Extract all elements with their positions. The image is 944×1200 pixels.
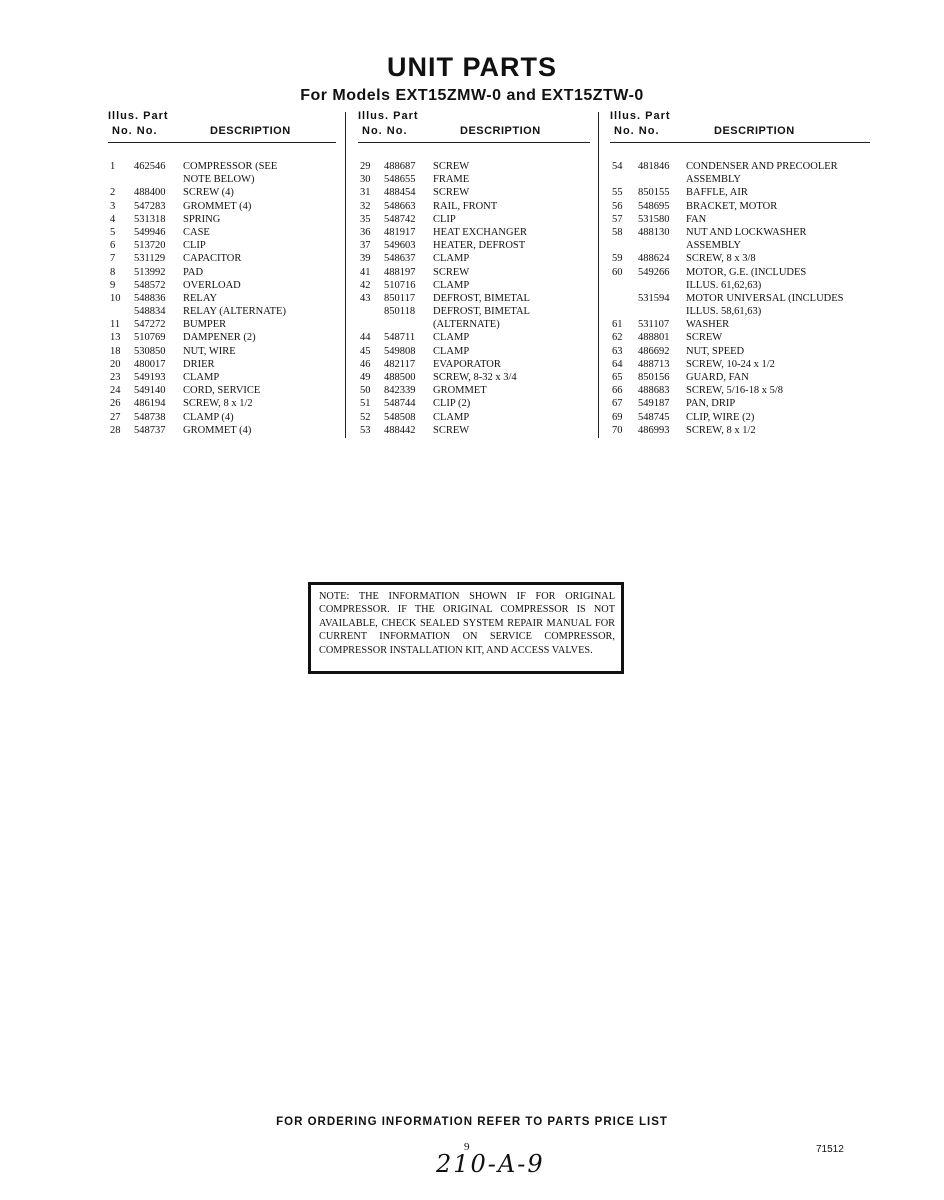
header-no-no: No. No. bbox=[614, 125, 660, 137]
part-description: CAPACITOR bbox=[183, 253, 242, 265]
part-number: 549266 bbox=[638, 266, 670, 278]
part-description: GROMMET (4) bbox=[183, 424, 252, 436]
part-description: PAD bbox=[183, 266, 204, 278]
table-row bbox=[108, 226, 336, 239]
part-number: 482117 bbox=[384, 358, 416, 370]
table-row bbox=[610, 345, 870, 358]
part-number: 548738 bbox=[134, 411, 166, 423]
illus-number: 67 bbox=[612, 398, 623, 410]
table-row bbox=[108, 397, 336, 410]
table-row bbox=[108, 252, 336, 265]
table-row bbox=[610, 200, 870, 213]
table-row bbox=[108, 358, 336, 371]
illus-number: 53 bbox=[360, 424, 371, 436]
part-number: 488801 bbox=[638, 332, 670, 344]
part-description: CLIP bbox=[183, 240, 206, 252]
part-number: 548695 bbox=[638, 200, 670, 212]
illus-number: 64 bbox=[612, 358, 623, 370]
part-description: RAIL, FRONT bbox=[433, 200, 498, 212]
part-number: 488454 bbox=[384, 187, 416, 199]
header-underline bbox=[610, 142, 870, 143]
part-description: CLAMP bbox=[433, 345, 470, 357]
table-row bbox=[108, 292, 336, 305]
part-description: SCREW bbox=[433, 187, 470, 199]
page-subtitle: For Models EXT15ZMW-0 and EXT15ZTW-0 bbox=[300, 87, 644, 104]
table-row bbox=[358, 213, 590, 226]
illus-number: 57 bbox=[612, 213, 623, 225]
table-row bbox=[610, 213, 870, 226]
table-row bbox=[358, 371, 590, 384]
part-number: 549808 bbox=[384, 345, 416, 357]
table-row bbox=[610, 226, 870, 239]
part-description: ILLUS. 61,62,63) bbox=[686, 279, 762, 291]
illus-number: 10 bbox=[110, 292, 121, 304]
table-row bbox=[358, 200, 590, 213]
header-description: DESCRIPTION bbox=[460, 125, 541, 137]
part-description: DAMPENER (2) bbox=[183, 332, 256, 344]
part-description: GROMMET (4) bbox=[183, 200, 252, 212]
column-divider bbox=[598, 112, 599, 438]
header-no-no: No. No. bbox=[112, 125, 158, 137]
table-row bbox=[610, 173, 870, 186]
part-description: RELAY (ALTERNATE) bbox=[183, 306, 286, 318]
table-row bbox=[108, 173, 336, 186]
table-row bbox=[358, 318, 590, 331]
illus-number: 52 bbox=[360, 411, 371, 423]
part-number: 547272 bbox=[134, 319, 166, 331]
part-number: 531318 bbox=[134, 213, 166, 225]
part-number: 488130 bbox=[638, 226, 670, 238]
table-row bbox=[610, 239, 870, 252]
part-description: DEFROST, BIMETAL bbox=[433, 292, 530, 304]
column-header bbox=[358, 108, 590, 140]
table-row bbox=[610, 424, 870, 437]
part-number: 548711 bbox=[384, 332, 416, 344]
part-description: CORD, SERVICE bbox=[183, 385, 261, 397]
part-number: 547283 bbox=[134, 200, 166, 212]
parts-rows bbox=[358, 160, 590, 437]
table-row bbox=[610, 331, 870, 344]
part-description: DEFROST, BIMETAL bbox=[433, 306, 530, 318]
illus-number: 18 bbox=[110, 345, 121, 357]
table-row bbox=[610, 371, 870, 384]
table-row bbox=[358, 305, 590, 318]
header-description: DESCRIPTION bbox=[714, 125, 795, 137]
part-number: 488713 bbox=[638, 358, 670, 370]
part-number: 850156 bbox=[638, 372, 670, 383]
illus-number: 20 bbox=[110, 358, 121, 370]
header-no-no: No. No. bbox=[362, 125, 408, 137]
part-description: WASHER bbox=[686, 319, 730, 331]
illus-number: 61 bbox=[612, 319, 623, 331]
illus-number: 1 bbox=[110, 161, 116, 172]
illus-number: 36 bbox=[360, 226, 371, 238]
part-description: MOTOR, G.E. (INCLUDES bbox=[686, 266, 807, 278]
table-row bbox=[108, 345, 336, 358]
illus-number: 24 bbox=[110, 385, 121, 397]
part-number: 548572 bbox=[134, 279, 166, 291]
part-number: 488687 bbox=[384, 161, 416, 172]
table-row bbox=[358, 345, 590, 358]
part-description: CLIP bbox=[433, 213, 456, 225]
illus-number: 28 bbox=[110, 424, 121, 436]
table-row bbox=[108, 279, 336, 292]
part-description: CLIP (2) bbox=[433, 398, 471, 410]
table-row bbox=[358, 226, 590, 239]
part-description: SCREW (4) bbox=[183, 187, 234, 199]
part-number: 488500 bbox=[384, 372, 416, 383]
part-number: 488400 bbox=[134, 187, 166, 199]
part-number: 510716 bbox=[384, 279, 416, 291]
part-number: 548745 bbox=[638, 411, 670, 423]
illus-number: 70 bbox=[612, 424, 623, 436]
table-row bbox=[610, 266, 870, 279]
illus-number: 58 bbox=[612, 226, 623, 238]
part-description: SCREW, 10-24 x 1/2 bbox=[686, 358, 775, 370]
part-number: 548655 bbox=[384, 174, 416, 186]
part-number: 486194 bbox=[134, 398, 166, 410]
table-row bbox=[358, 160, 590, 173]
table-row bbox=[108, 384, 336, 397]
illus-number: 32 bbox=[360, 200, 371, 212]
illus-number: 41 bbox=[360, 266, 371, 278]
illus-number: 3 bbox=[110, 200, 116, 212]
illus-number: 8 bbox=[110, 266, 116, 278]
part-number: 513992 bbox=[134, 266, 166, 278]
part-description: CLAMP bbox=[183, 372, 220, 383]
table-row bbox=[358, 411, 590, 424]
illus-number: 37 bbox=[360, 240, 371, 252]
page-title: UNIT PARTS bbox=[387, 52, 557, 82]
part-description: SCREW, 8 x 1/2 bbox=[686, 424, 756, 436]
table-row bbox=[610, 305, 870, 318]
parts-column-3 bbox=[610, 108, 870, 436]
illus-number: 62 bbox=[612, 332, 623, 344]
illus-number: 26 bbox=[110, 398, 121, 410]
table-row bbox=[108, 318, 336, 331]
illus-number: 54 bbox=[612, 161, 623, 172]
part-number: 488683 bbox=[638, 385, 670, 397]
part-number: 488624 bbox=[638, 253, 670, 265]
document-number: 71512 bbox=[816, 1144, 844, 1155]
part-description: GROMMET bbox=[433, 385, 487, 397]
header-illus-part: Illus. Part bbox=[358, 110, 419, 122]
part-description: CASE bbox=[183, 226, 210, 238]
illus-number: 29 bbox=[360, 161, 371, 172]
illus-number: 13 bbox=[110, 332, 121, 344]
part-description: CLAMP bbox=[433, 411, 470, 423]
part-number: 488442 bbox=[384, 424, 416, 436]
table-row bbox=[358, 239, 590, 252]
illus-number: 43 bbox=[360, 292, 371, 304]
handwritten-reference: 210-A-9 bbox=[436, 1150, 545, 1178]
table-row bbox=[610, 411, 870, 424]
illus-number: 7 bbox=[110, 253, 116, 265]
part-description: GUARD, FAN bbox=[686, 372, 749, 383]
illus-number: 11 bbox=[110, 319, 121, 331]
illus-number: 46 bbox=[360, 358, 371, 370]
illus-number: 39 bbox=[360, 253, 371, 265]
part-number: 486993 bbox=[638, 424, 670, 436]
header-description: DESCRIPTION bbox=[210, 125, 291, 137]
part-description: NUT, SPEED bbox=[686, 345, 745, 357]
part-description: HEAT EXCHANGER bbox=[433, 226, 528, 238]
part-description: FRAME bbox=[433, 174, 470, 186]
part-description: SCREW, 8-32 x 3/4 bbox=[433, 372, 517, 383]
table-row bbox=[358, 252, 590, 265]
part-number: 549193 bbox=[134, 372, 166, 383]
illus-number: 49 bbox=[360, 372, 371, 383]
part-description: SPRING bbox=[183, 213, 221, 225]
table-row bbox=[108, 331, 336, 344]
part-description: DRIER bbox=[183, 358, 215, 370]
part-number: 548663 bbox=[384, 200, 416, 212]
part-description: BUMPER bbox=[183, 319, 227, 331]
part-description: NUT, WIRE bbox=[183, 345, 236, 357]
header-underline bbox=[358, 142, 590, 143]
table-row bbox=[358, 358, 590, 371]
part-description: (ALTERNATE) bbox=[433, 319, 500, 331]
illus-number: 51 bbox=[360, 398, 371, 410]
illus-number: 59 bbox=[612, 253, 623, 265]
part-description: SCREW, 8 x 1/2 bbox=[183, 398, 253, 410]
column-header bbox=[610, 108, 870, 140]
illus-number: 42 bbox=[360, 279, 371, 291]
table-row bbox=[610, 292, 870, 305]
part-description: CLAMP (4) bbox=[183, 411, 234, 423]
part-number: 850117 bbox=[384, 292, 416, 304]
part-description: SCREW, 8 x 3/8 bbox=[686, 253, 756, 265]
part-description: NUT AND LOCKWASHER bbox=[686, 226, 807, 238]
illus-number: 45 bbox=[360, 345, 371, 357]
illus-number: 44 bbox=[360, 332, 371, 344]
illus-number: 9 bbox=[110, 279, 116, 291]
table-row bbox=[108, 200, 336, 213]
illus-number: 5 bbox=[110, 226, 116, 238]
part-description: COMPRESSOR (SEE bbox=[183, 161, 278, 172]
illus-number: 30 bbox=[360, 174, 371, 186]
header-illus-part: Illus. Part bbox=[108, 110, 169, 122]
part-number: 548737 bbox=[134, 424, 166, 436]
table-row bbox=[358, 186, 590, 199]
part-description: CLAMP bbox=[433, 332, 470, 344]
part-number: 531107 bbox=[638, 319, 670, 331]
table-row bbox=[358, 397, 590, 410]
part-description: SCREW bbox=[433, 161, 470, 172]
table-row bbox=[610, 160, 870, 173]
table-row bbox=[108, 186, 336, 199]
table-row bbox=[610, 318, 870, 331]
illus-number: 6 bbox=[110, 240, 116, 252]
part-number: 481846 bbox=[638, 161, 670, 172]
part-description: ASSEMBLY bbox=[686, 174, 741, 186]
table-row bbox=[358, 384, 590, 397]
part-description: RELAY bbox=[183, 292, 218, 304]
part-number: 548836 bbox=[134, 292, 166, 304]
table-row bbox=[358, 279, 590, 292]
illus-number: 35 bbox=[360, 213, 371, 225]
part-number: 842339 bbox=[384, 385, 416, 397]
illus-number: 65 bbox=[612, 372, 623, 383]
illus-number: 23 bbox=[110, 372, 121, 383]
parts-column-2 bbox=[358, 108, 590, 436]
part-number: 548744 bbox=[384, 398, 416, 410]
part-number: 462546 bbox=[134, 161, 166, 172]
illus-number: 31 bbox=[360, 187, 371, 199]
part-number: 549946 bbox=[134, 226, 166, 238]
table-row bbox=[108, 160, 336, 173]
part-number: 480017 bbox=[134, 358, 166, 370]
part-description: SCREW bbox=[433, 266, 470, 278]
column-divider bbox=[345, 112, 346, 438]
table-row bbox=[610, 252, 870, 265]
table-row bbox=[358, 173, 590, 186]
part-number: 549603 bbox=[384, 240, 416, 252]
table-row bbox=[358, 331, 590, 344]
illus-number: 50 bbox=[360, 385, 371, 397]
table-row bbox=[108, 305, 336, 318]
ordering-information: FOR ORDERING INFORMATION REFER TO PARTS PRICE LIST bbox=[276, 1116, 668, 1128]
table-row bbox=[108, 266, 336, 279]
part-number: 548508 bbox=[384, 411, 416, 423]
header-underline bbox=[108, 142, 336, 143]
part-description: PAN, DRIP bbox=[686, 398, 736, 410]
compressor-note-box: NOTE: THE INFORMATION SHOWN IF FOR ORIGINAL COMPRESSOR. IF THE ORIGINAL COMPRESSOR IS NOT AVAILABLE, CHECK SEALED SYSTEM REPAIR MANUAL FOR CURRENT INFORMATION ON SERVICE COMPRESSOR, COMPRESSOR INSTALLATION KIT, AND ACCESS VALVES. bbox=[308, 582, 624, 674]
illus-number: 66 bbox=[612, 385, 623, 397]
table-row bbox=[610, 186, 870, 199]
table-row bbox=[358, 266, 590, 279]
table-row bbox=[108, 213, 336, 226]
part-number: 530850 bbox=[134, 345, 166, 357]
table-row bbox=[108, 424, 336, 437]
illus-number: 60 bbox=[612, 266, 623, 278]
table-row bbox=[358, 292, 590, 305]
part-number: 549187 bbox=[638, 398, 670, 410]
part-description: BRACKET, MOTOR bbox=[686, 200, 778, 212]
page-number: 9 bbox=[464, 1141, 470, 1153]
part-number: 510769 bbox=[134, 332, 166, 344]
part-number: 548637 bbox=[384, 253, 416, 265]
illus-number: 2 bbox=[110, 187, 116, 199]
part-description: CONDENSER AND PRECOOLER bbox=[686, 161, 838, 172]
part-number: 488197 bbox=[384, 266, 416, 278]
table-row bbox=[358, 424, 590, 437]
table-row bbox=[108, 371, 336, 384]
part-number: 850118 bbox=[384, 306, 416, 318]
illus-number: 69 bbox=[612, 411, 623, 423]
part-description: CLAMP bbox=[433, 279, 470, 291]
illus-number: 27 bbox=[110, 411, 121, 423]
table-row bbox=[610, 384, 870, 397]
table-row bbox=[610, 397, 870, 410]
part-description: ILLUS. 58,61,63) bbox=[686, 306, 762, 318]
illus-number: 63 bbox=[612, 345, 623, 357]
part-description: NOTE BELOW) bbox=[183, 174, 255, 186]
part-description: OVERLOAD bbox=[183, 279, 241, 291]
part-description: HEATER, DEFROST bbox=[433, 240, 526, 252]
parts-rows bbox=[610, 160, 870, 437]
table-row bbox=[108, 411, 336, 424]
part-number: 481917 bbox=[384, 226, 416, 238]
part-number: 548834 bbox=[134, 306, 166, 318]
part-description: SCREW, 5/16-18 x 5/8 bbox=[686, 385, 784, 397]
table-row bbox=[610, 279, 870, 292]
illus-number: 56 bbox=[612, 200, 623, 212]
part-description: ASSEMBLY bbox=[686, 240, 741, 252]
table-row bbox=[108, 239, 336, 252]
parts-column-1 bbox=[108, 108, 336, 436]
part-description: MOTOR UNIVERSAL (INCLUDES bbox=[686, 292, 844, 304]
header-illus-part: Illus. Part bbox=[610, 110, 671, 122]
part-number: 531129 bbox=[134, 253, 166, 265]
part-number: 531580 bbox=[638, 213, 670, 225]
part-number: 486692 bbox=[638, 345, 670, 357]
parts-rows bbox=[108, 160, 336, 437]
part-description: EVAPORATOR bbox=[433, 358, 501, 370]
part-description: SCREW bbox=[433, 424, 470, 436]
part-description: SCREW bbox=[686, 332, 723, 344]
illus-number: 55 bbox=[612, 187, 623, 199]
part-description: FAN bbox=[686, 213, 707, 225]
part-number: 531594 bbox=[638, 292, 670, 304]
column-header bbox=[108, 108, 336, 140]
part-number: 548742 bbox=[384, 213, 416, 225]
part-number: 549140 bbox=[134, 385, 166, 397]
part-description: CLIP, WIRE (2) bbox=[686, 411, 755, 423]
part-description: BAFFLE, AIR bbox=[686, 187, 748, 199]
table-row bbox=[610, 358, 870, 371]
part-number: 513720 bbox=[134, 240, 166, 252]
illus-number: 4 bbox=[110, 213, 116, 225]
part-number: 850155 bbox=[638, 187, 670, 199]
part-description: CLAMP bbox=[433, 253, 470, 265]
